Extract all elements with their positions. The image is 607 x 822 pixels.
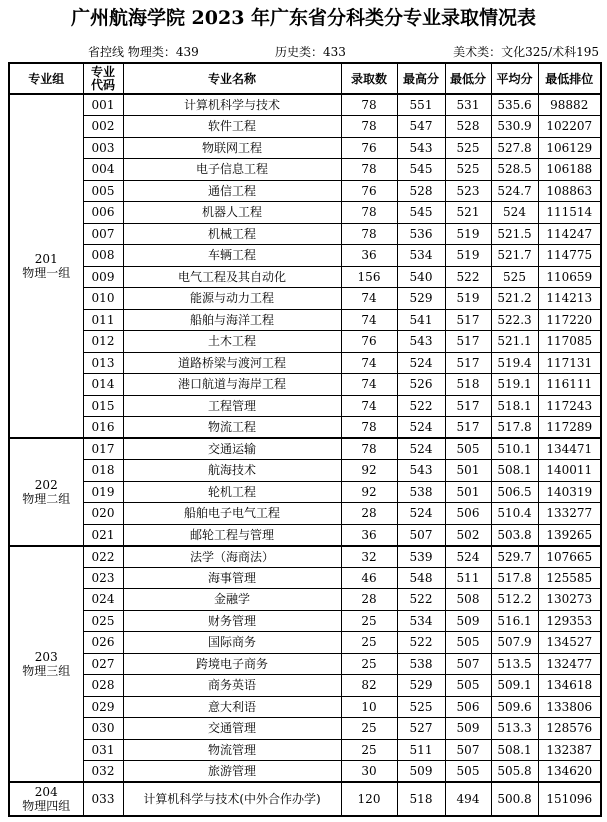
table-row [9, 180, 601, 202]
major-name-cell: 法学（海商法） [123, 546, 341, 568]
max-score-cell: 538 [397, 481, 445, 503]
min-score-cell: 519 [445, 245, 491, 267]
table-row [9, 137, 601, 159]
group-label: 物理三组 [22, 663, 71, 678]
admitted-count-cell: 78 [341, 116, 397, 138]
control-line-history: 历史类：433 [275, 45, 346, 59]
major-code-cell: 017 [83, 438, 123, 460]
control-line-art: 美术类：文化325/术科195 [453, 45, 599, 59]
control-line-physics: 省控线 物理类：439 [88, 45, 199, 59]
max-score-cell: 509 [397, 761, 445, 783]
admitted-count-cell: 25 [341, 653, 397, 675]
major-code-cell: 003 [83, 137, 123, 159]
min-rank-cell: 114213 [538, 288, 601, 310]
max-score-cell: 529 [397, 288, 445, 310]
avg-score-cell: 506.5 [491, 481, 538, 503]
min-score-cell: 507 [445, 739, 491, 761]
min-rank-cell: 116111 [538, 374, 601, 396]
major-code-cell: 009 [83, 266, 123, 288]
avg-score-cell: 529.7 [491, 546, 538, 568]
table-row [9, 438, 601, 460]
min-rank-cell: 107665 [538, 546, 601, 568]
admitted-count-cell: 32 [341, 546, 397, 568]
max-score-cell: 539 [397, 546, 445, 568]
major-code-cell: 007 [83, 223, 123, 245]
max-score-cell: 534 [397, 610, 445, 632]
major-code-cell: 028 [83, 675, 123, 697]
min-score-cell: 505 [445, 632, 491, 654]
max-score-cell: 541 [397, 309, 445, 331]
group-label: 物理一组 [22, 266, 71, 280]
admitted-count-cell: 36 [341, 245, 397, 267]
major-name-cell: 跨境电子商务 [123, 653, 341, 675]
avg-score-cell: 535.6 [491, 94, 538, 116]
min-rank-cell: 140319 [538, 481, 601, 503]
min-rank-cell: 117220 [538, 309, 601, 331]
avg-score-cell: 524 [491, 202, 538, 224]
major-name-cell: 计算机科学与技术 [123, 94, 341, 116]
admitted-count-cell: 156 [341, 266, 397, 288]
major-name-cell: 交通运输 [123, 438, 341, 460]
table-row [9, 546, 601, 568]
major-code-cell: 031 [83, 739, 123, 761]
min-score-cell: 525 [445, 159, 491, 181]
min-score-cell: 524 [445, 546, 491, 568]
major-name-cell: 车辆工程 [123, 245, 341, 267]
table-row [9, 782, 601, 816]
major-code-cell: 002 [83, 116, 123, 138]
min-score-cell: 525 [445, 137, 491, 159]
major-code-cell: 010 [83, 288, 123, 310]
major-code-cell: 032 [83, 761, 123, 783]
avg-score-cell: 525 [491, 266, 538, 288]
admitted-count-cell: 120 [341, 782, 397, 816]
major-code-cell: 030 [83, 718, 123, 740]
major-name-cell: 轮机工程 [123, 481, 341, 503]
max-score-cell: 522 [397, 632, 445, 654]
avg-score-cell: 528.5 [491, 159, 538, 181]
min-rank-cell: 111514 [538, 202, 601, 224]
major-code-cell: 014 [83, 374, 123, 396]
min-rank-cell: 117289 [538, 417, 601, 439]
min-rank-cell: 134620 [538, 761, 601, 783]
min-rank-cell: 108863 [538, 180, 601, 202]
major-code-cell: 026 [83, 632, 123, 654]
min-rank-cell: 125585 [538, 567, 601, 589]
major-name-cell: 电气工程及其自动化 [123, 266, 341, 288]
major-name-cell: 通信工程 [123, 180, 341, 202]
min-score-cell: 522 [445, 266, 491, 288]
min-score-cell: 505 [445, 438, 491, 460]
max-score-cell: 524 [397, 438, 445, 460]
min-score-cell: 509 [445, 718, 491, 740]
table-header-row [9, 63, 601, 94]
min-rank-cell: 117131 [538, 352, 601, 374]
min-rank-cell: 114247 [538, 223, 601, 245]
table-row [9, 288, 601, 310]
header-max-score: 最高分 [397, 63, 445, 94]
major-code-cell: 013 [83, 352, 123, 374]
avg-score-cell: 508.1 [491, 739, 538, 761]
table-row [9, 503, 601, 525]
avg-score-cell: 517.8 [491, 417, 538, 439]
group-code: 204 [34, 785, 58, 799]
min-score-cell: 528 [445, 116, 491, 138]
table-row [9, 223, 601, 245]
table-row [9, 610, 601, 632]
admitted-count-cell: 74 [341, 395, 397, 417]
major-code-cell: 006 [83, 202, 123, 224]
min-score-cell: 505 [445, 761, 491, 783]
max-score-cell: 529 [397, 675, 445, 697]
table-row [9, 589, 601, 611]
major-code-cell: 005 [83, 180, 123, 202]
max-score-cell: 525 [397, 696, 445, 718]
min-score-cell: 511 [445, 567, 491, 589]
min-rank-cell: 132387 [538, 739, 601, 761]
min-score-cell: 509 [445, 610, 491, 632]
major-name-cell: 物流工程 [123, 417, 341, 439]
major-code-cell: 024 [83, 589, 123, 611]
avg-score-cell: 513.3 [491, 718, 538, 740]
admitted-count-cell: 25 [341, 632, 397, 654]
major-name-cell: 金融学 [123, 589, 341, 611]
min-rank-cell: 128576 [538, 718, 601, 740]
header-group: 专业组 [9, 63, 83, 94]
avg-score-cell: 519.4 [491, 352, 538, 374]
max-score-cell: 540 [397, 266, 445, 288]
admitted-count-cell: 10 [341, 696, 397, 718]
admitted-count-cell: 92 [341, 460, 397, 482]
group-cell-202 [9, 438, 83, 546]
group-cell-203 [9, 546, 83, 783]
max-score-cell: 524 [397, 352, 445, 374]
max-score-cell: 507 [397, 524, 445, 546]
major-code-cell: 022 [83, 546, 123, 568]
group-cell-204 [9, 782, 83, 816]
admitted-count-cell: 82 [341, 675, 397, 697]
min-score-cell: 508 [445, 589, 491, 611]
major-name-cell: 交通管理 [123, 718, 341, 740]
major-code-cell: 025 [83, 610, 123, 632]
avg-score-cell: 521.7 [491, 245, 538, 267]
min-score-cell: 501 [445, 481, 491, 503]
header-major-code [83, 63, 123, 94]
table-row [9, 417, 601, 439]
min-rank-cell: 140011 [538, 460, 601, 482]
admitted-count-cell: 74 [341, 374, 397, 396]
max-score-cell: 534 [397, 245, 445, 267]
major-code-cell: 008 [83, 245, 123, 267]
avg-score-cell: 521.1 [491, 331, 538, 353]
table-row [9, 524, 601, 546]
table-row [9, 761, 601, 783]
min-score-cell: 531 [445, 94, 491, 116]
major-name-cell: 船舶与海洋工程 [123, 309, 341, 331]
min-score-cell: 517 [445, 309, 491, 331]
min-rank-cell: 134527 [538, 632, 601, 654]
avg-score-cell: 518.1 [491, 395, 538, 417]
max-score-cell: 543 [397, 460, 445, 482]
major-code-cell: 019 [83, 481, 123, 503]
major-name-cell: 道路桥梁与渡河工程 [123, 352, 341, 374]
min-rank-cell: 98882 [538, 94, 601, 116]
avg-score-cell: 505.8 [491, 761, 538, 783]
max-score-cell: 543 [397, 137, 445, 159]
major-code-cell: 027 [83, 653, 123, 675]
avg-score-cell: 510.1 [491, 438, 538, 460]
min-rank-cell: 106129 [538, 137, 601, 159]
admitted-count-cell: 74 [341, 352, 397, 374]
avg-score-cell: 516.1 [491, 610, 538, 632]
min-rank-cell: 134618 [538, 675, 601, 697]
admitted-count-cell: 78 [341, 159, 397, 181]
avg-score-cell: 517.8 [491, 567, 538, 589]
admitted-count-cell: 46 [341, 567, 397, 589]
major-code-cell: 020 [83, 503, 123, 525]
min-rank-cell: 110659 [538, 266, 601, 288]
admitted-count-cell: 76 [341, 331, 397, 353]
admitted-count-cell: 76 [341, 137, 397, 159]
table-row [9, 395, 601, 417]
table-row [9, 94, 601, 116]
avg-score-cell: 522.3 [491, 309, 538, 331]
admitted-count-cell: 25 [341, 718, 397, 740]
avg-score-cell: 521.2 [491, 288, 538, 310]
min-score-cell: 518 [445, 374, 491, 396]
avg-score-cell: 512.2 [491, 589, 538, 611]
header-min-rank: 最低排位 [538, 63, 601, 94]
admitted-count-cell: 74 [341, 309, 397, 331]
admitted-count-cell: 25 [341, 739, 397, 761]
avg-score-cell: 527.8 [491, 137, 538, 159]
admitted-count-cell: 74 [341, 288, 397, 310]
major-name-cell: 意大利语 [123, 696, 341, 718]
major-name-cell: 财务管理 [123, 610, 341, 632]
avg-score-cell: 509.1 [491, 675, 538, 697]
admitted-count-cell: 30 [341, 761, 397, 783]
avg-score-cell: 500.8 [491, 782, 538, 816]
table-row [9, 481, 601, 503]
min-rank-cell: 117243 [538, 395, 601, 417]
major-name-cell: 邮轮工程与管理 [123, 524, 341, 546]
major-name-cell: 物联网工程 [123, 137, 341, 159]
table-row [9, 159, 601, 181]
admitted-count-cell: 92 [341, 481, 397, 503]
admitted-count-cell: 78 [341, 223, 397, 245]
table-row [9, 567, 601, 589]
table-row [9, 245, 601, 267]
admitted-count-cell: 28 [341, 589, 397, 611]
major-code-cell: 001 [83, 94, 123, 116]
major-code-cell: 011 [83, 309, 123, 331]
page-title: 广州航海学院 2023 年广东省分科类分专业录取情况表 [70, 7, 537, 29]
max-score-cell: 528 [397, 180, 445, 202]
table-row [9, 653, 601, 675]
admitted-count-cell: 28 [341, 503, 397, 525]
max-score-cell: 548 [397, 567, 445, 589]
max-score-cell: 547 [397, 116, 445, 138]
major-name-cell: 土木工程 [123, 331, 341, 353]
min-score-cell: 517 [445, 352, 491, 374]
min-rank-cell: 133806 [538, 696, 601, 718]
min-score-cell: 517 [445, 417, 491, 439]
major-name-cell: 航海技术 [123, 460, 341, 482]
major-code-cell: 016 [83, 417, 123, 439]
admitted-count-cell: 25 [341, 610, 397, 632]
max-score-cell: 511 [397, 739, 445, 761]
min-rank-cell: 117085 [538, 331, 601, 353]
table-row [9, 718, 601, 740]
table-row [9, 352, 601, 374]
max-score-cell: 538 [397, 653, 445, 675]
table-row [9, 460, 601, 482]
group-label: 物理二组 [22, 491, 71, 506]
min-rank-cell: 130273 [538, 589, 601, 611]
avg-score-cell: 509.6 [491, 696, 538, 718]
group-code: 202 [34, 477, 58, 492]
max-score-cell: 545 [397, 202, 445, 224]
table-row [9, 739, 601, 761]
min-score-cell: 507 [445, 653, 491, 675]
max-score-cell: 545 [397, 159, 445, 181]
table-row [9, 374, 601, 396]
max-score-cell: 543 [397, 331, 445, 353]
min-score-cell: 505 [445, 675, 491, 697]
group-code: 201 [34, 252, 58, 266]
admitted-count-cell: 78 [341, 202, 397, 224]
admitted-count-cell: 78 [341, 417, 397, 439]
max-score-cell: 524 [397, 503, 445, 525]
min-score-cell: 494 [445, 782, 491, 816]
major-name-cell: 软件工程 [123, 116, 341, 138]
admitted-count-cell: 78 [341, 94, 397, 116]
major-code-cell: 004 [83, 159, 123, 181]
group-code: 203 [34, 649, 58, 664]
major-code-cell: 018 [83, 460, 123, 482]
table-row [9, 696, 601, 718]
min-score-cell: 519 [445, 288, 491, 310]
major-code-cell: 015 [83, 395, 123, 417]
min-score-cell: 506 [445, 696, 491, 718]
admitted-count-cell: 36 [341, 524, 397, 546]
table-row [9, 331, 601, 353]
table-row [9, 266, 601, 288]
min-rank-cell: 102207 [538, 116, 601, 138]
table-row [9, 675, 601, 697]
table-row [9, 309, 601, 331]
major-name-cell: 物流管理 [123, 739, 341, 761]
max-score-cell: 522 [397, 589, 445, 611]
header-major-name: 专业名称 [123, 63, 341, 94]
major-name-cell: 能源与动力工程 [123, 288, 341, 310]
major-code-cell: 021 [83, 524, 123, 546]
min-score-cell: 519 [445, 223, 491, 245]
major-name-cell: 港口航道与海岸工程 [123, 374, 341, 396]
min-rank-cell: 134471 [538, 438, 601, 460]
min-score-cell: 523 [445, 180, 491, 202]
min-rank-cell: 106188 [538, 159, 601, 181]
avg-score-cell: 530.9 [491, 116, 538, 138]
avg-score-cell: 510.4 [491, 503, 538, 525]
min-rank-cell: 151096 [538, 782, 601, 816]
header-min-score: 最低分 [445, 63, 491, 94]
min-rank-cell: 129353 [538, 610, 601, 632]
major-name-cell: 机器人工程 [123, 202, 341, 224]
max-score-cell: 518 [397, 782, 445, 816]
group-label: 物理四组 [22, 799, 71, 813]
avg-score-cell: 519.1 [491, 374, 538, 396]
major-name-cell: 国际商务 [123, 632, 341, 654]
min-score-cell: 501 [445, 460, 491, 482]
min-rank-cell: 132477 [538, 653, 601, 675]
max-score-cell: 536 [397, 223, 445, 245]
min-score-cell: 506 [445, 503, 491, 525]
header-avg-score: 平均分 [491, 63, 538, 94]
max-score-cell: 522 [397, 395, 445, 417]
major-name-cell: 工程管理 [123, 395, 341, 417]
header-admitted: 录取数 [341, 63, 397, 94]
min-score-cell: 521 [445, 202, 491, 224]
table-row [9, 116, 601, 138]
admission-table [8, 62, 602, 817]
avg-score-cell: 508.1 [491, 460, 538, 482]
avg-score-cell: 507.9 [491, 632, 538, 654]
major-name-cell: 商务英语 [123, 675, 341, 697]
max-score-cell: 527 [397, 718, 445, 740]
admitted-count-cell: 76 [341, 180, 397, 202]
min-score-cell: 517 [445, 331, 491, 353]
major-code-cell: 029 [83, 696, 123, 718]
major-name-cell: 电子信息工程 [123, 159, 341, 181]
avg-score-cell: 521.5 [491, 223, 538, 245]
table-row [9, 632, 601, 654]
min-rank-cell: 139265 [538, 524, 601, 546]
max-score-cell: 551 [397, 94, 445, 116]
max-score-cell: 526 [397, 374, 445, 396]
min-score-cell: 517 [445, 395, 491, 417]
avg-score-cell: 524.7 [491, 180, 538, 202]
major-code-cell: 033 [83, 782, 123, 816]
min-rank-cell: 114775 [538, 245, 601, 267]
major-name-cell: 船舶电子电气工程 [123, 503, 341, 525]
avg-score-cell: 513.5 [491, 653, 538, 675]
table-row [9, 202, 601, 224]
major-code-cell: 012 [83, 331, 123, 353]
major-name-cell: 海事管理 [123, 567, 341, 589]
max-score-cell: 524 [397, 417, 445, 439]
header-major-code-label: 专业代码 [90, 64, 115, 92]
min-rank-cell: 133277 [538, 503, 601, 525]
major-name-cell: 旅游管理 [123, 761, 341, 783]
major-code-cell: 023 [83, 567, 123, 589]
major-name-cell: 机械工程 [123, 223, 341, 245]
major-name-cell: 计算机科学与技术(中外合作办学) [123, 782, 341, 816]
group-cell-201 [9, 94, 83, 438]
min-score-cell: 502 [445, 524, 491, 546]
avg-score-cell: 503.8 [491, 524, 538, 546]
admitted-count-cell: 78 [341, 438, 397, 460]
